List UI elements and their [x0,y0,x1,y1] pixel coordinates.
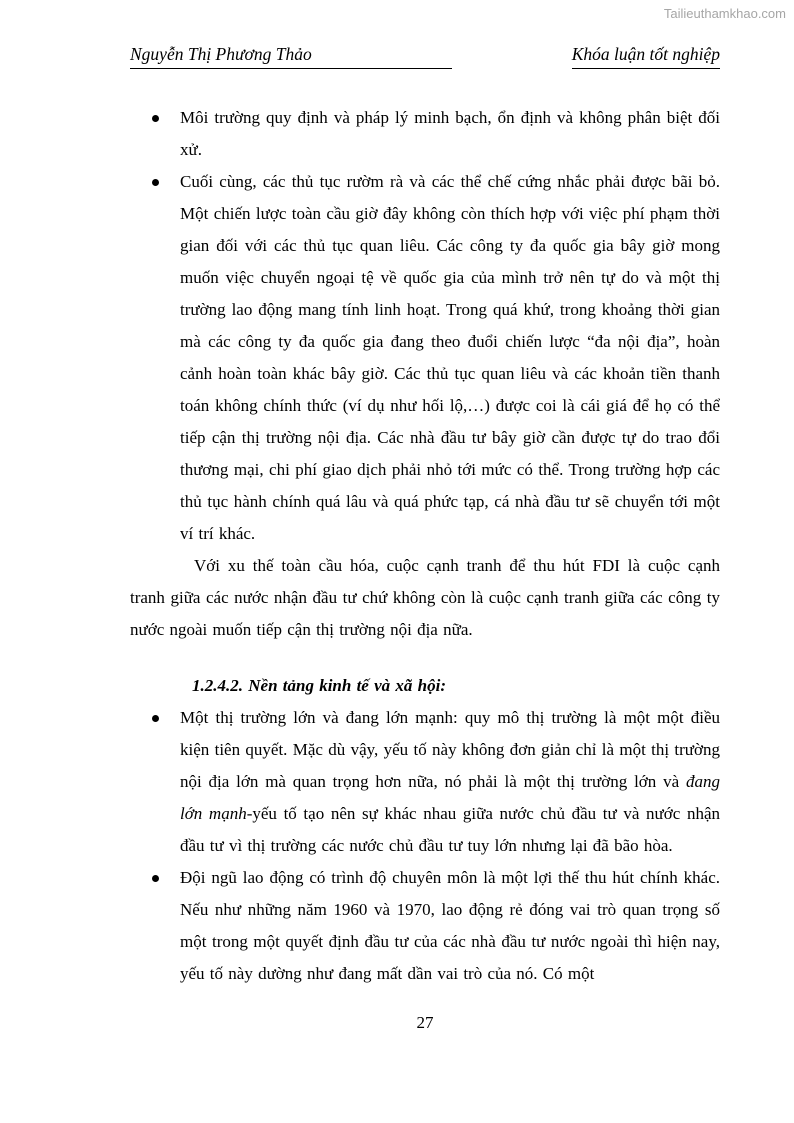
bullet-text: Môi trường quy định và pháp lý minh bạch, ổn định và không phân biệt đối xử. [180,108,720,159]
bullet-text-italic: đang lớn mạnh [180,772,720,823]
bullet-icon [152,115,159,122]
body-paragraph [130,550,720,646]
paragraph-text: Với xu thế toàn cầu hóa, cuộc cạnh tranh để thu hút FDI là cuộc cạnh tranh giữa các nước nhận đầu tư chứ không còn là cuộc cạnh tranh giữa các công ty nước ngoài muốn tiếp cận thị trường nội địa nữa. [130,556,720,639]
header-document-title: Khóa luận tốt nghiệp [572,44,720,69]
list-item [130,102,720,166]
page-content [130,102,720,990]
bullet-icon [152,875,159,882]
bullet-text-part: Một thị trường lớn và đang lớn mạnh: quy mô thị trường là một một điều kiện tiên quyết. Mặc dù vậy, yếu tố này không đơn giản chỉ là một thị trường nội địa lớn mà quan trọng hơn nữa, nó phải là một thị trường lớn và [180,708,720,791]
list-item [130,862,720,990]
watermark-text: Tailieuthamkhao.com [663,6,786,21]
bullet-icon [152,715,159,722]
bullet-text: Đội ngũ lao động có trình độ chuyên môn là một lợi thế thu hút chính khác. Nếu như những năm 1960 và 1970, lao động rẻ đóng vai trò quan trọng số một trong một quyết định đầu tư của các nhà đầu tư nước ngoài thì hiện nay, yếu tố này dường như đang mất dần vai trò của nó. Có một [180,868,720,983]
header-author: Nguyễn Thị Phương Thảo [130,44,452,69]
list-item [130,166,720,550]
bullet-text: Cuối cùng, các thủ tục rườm rà và các thể chế cứng nhắc phải được bãi bỏ. Một chiến lược toàn cầu giờ đây không còn thích hợp với việc phí phạm thời gian đối với các thủ tục quan liêu. Các công ty đa quốc gia bây giờ mong muốn việc chuyển ngoại tệ về quốc gia của mình trở nên tự do và một thị trường lao động mang tính linh hoạt. Trong quá khứ, trong khoảng thời gian mà các công ty đa quốc gia đang theo đuổi chiến lược “đa nội địa”, hoàn cảnh hoàn toàn khác bây giờ. Các thủ tục quan liêu và các khoản tiền thanh toán không chính thức (ví dụ như hối lộ,…) được coi là cái giá để họ có thể tiếp cận thị trường nội địa. Các nhà đầu tư bây giờ cần được tự do trao đổi thương mại, chi phí giao dịch phải nhỏ tới mức có thể. Trong trường hợp các thủ tục hành chính quá lâu và quá phức tạp, cá nhà đầu tư sẽ chuyển tới một ví trí khác. [180,172,720,543]
list-item [130,702,720,862]
bullet-text-part: -yếu tố tạo nên sự khác nhau giữa nước chủ đầu tư và nước nhận đầu tư vì thị trường các nước chủ đầu tư tuy lớn nhưng lại đã bão hòa. [180,804,720,855]
page-header [130,44,720,69]
section-heading: 1.2.4.2. Nền tảng kinh tế và xã hội: [192,676,446,695]
bullet-icon [152,179,159,186]
page-number: 27 [416,1013,434,1032]
